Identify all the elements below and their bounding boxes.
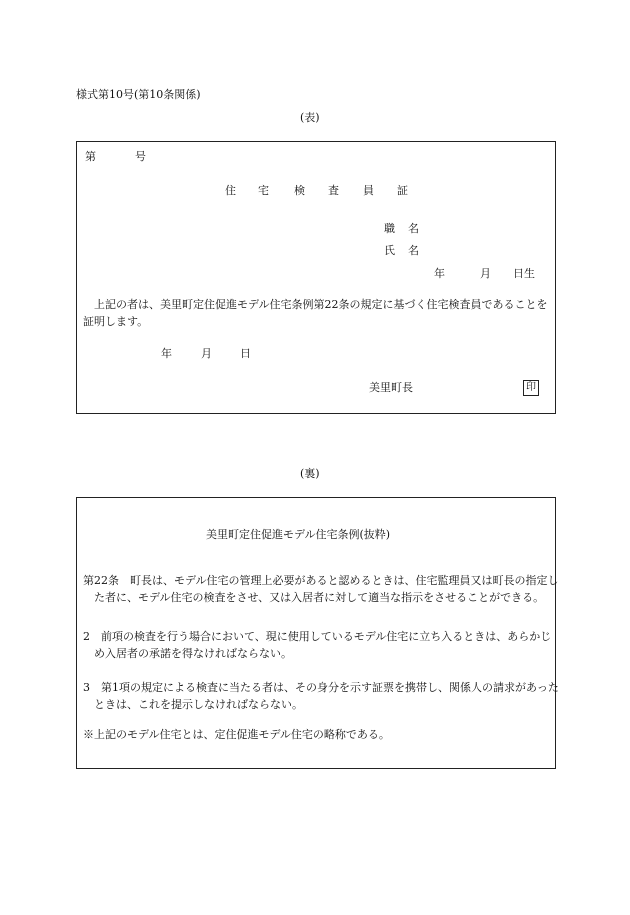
birth-month-label: 月 xyxy=(480,267,491,280)
name-label-b: 名 xyxy=(408,244,419,257)
title-char: 宅 xyxy=(258,184,269,197)
article-22-body: 町長は、モデル住宅の管理上必要があると認めるときは、住宅監理員又は町長の指定した者に、モデル住宅の検査をさせ、又は入居者に対して適当な指示をさせることができる。 xyxy=(94,574,559,604)
paragraph-3-number: 3 xyxy=(83,681,90,694)
paragraph-2 xyxy=(83,628,562,662)
back-side-label: (裏) xyxy=(300,467,320,480)
article-22-head: 第22条 xyxy=(83,574,119,587)
issue-day-label: 日 xyxy=(240,347,251,360)
position-label-b: 名 xyxy=(408,222,419,235)
certificate-number-prefix: 第 xyxy=(85,150,96,163)
issuer-title: 美里町長 xyxy=(369,381,413,394)
title-char: 検 xyxy=(294,184,305,197)
paragraph-3-body: 第1項の規定による検査に当たる者は、その身分を示す証票を携帯し、関係人の請求があったときは、これを提示しなければならない。 xyxy=(94,681,559,711)
note-text: ※上記のモデル住宅とは、定住促進モデル住宅の略称である。 xyxy=(83,728,390,741)
certificate-number-suffix: 号 xyxy=(135,150,146,163)
certification-text: 上記の者は、美里町定住促進モデル住宅条例第22条の規定に基づく住宅検査員であることを証明します。 xyxy=(83,298,548,328)
article-22 xyxy=(83,572,562,606)
paragraph-3 xyxy=(83,679,562,713)
front-card xyxy=(76,141,556,414)
issue-year-label: 年 xyxy=(161,347,172,360)
title-char: 証 xyxy=(397,184,408,197)
back-card xyxy=(76,497,559,769)
birth-year-label: 年 xyxy=(434,267,445,280)
paragraph-2-body: 前項の検査を行う場合において、現に使用しているモデル住宅に立ち入るときは、あらかじめ入居者の承諾を得なければならない。 xyxy=(94,630,552,660)
issue-month-label: 月 xyxy=(201,347,212,360)
front-side-label: (表) xyxy=(300,111,320,124)
excerpt-title: 美里町定住促進モデル住宅条例(抜粋) xyxy=(206,528,391,541)
form-number: 様式第10号(第10条関係) xyxy=(76,88,201,101)
title-char: 住 xyxy=(225,184,236,197)
position-label-a: 職 xyxy=(384,222,395,235)
title-char: 員 xyxy=(363,184,374,197)
title-char: 査 xyxy=(328,184,339,197)
birth-day-label: 日生 xyxy=(513,267,535,280)
name-label-a: 氏 xyxy=(384,244,395,257)
seal-mark: 印 xyxy=(523,380,539,396)
paragraph-2-number: 2 xyxy=(83,630,90,643)
